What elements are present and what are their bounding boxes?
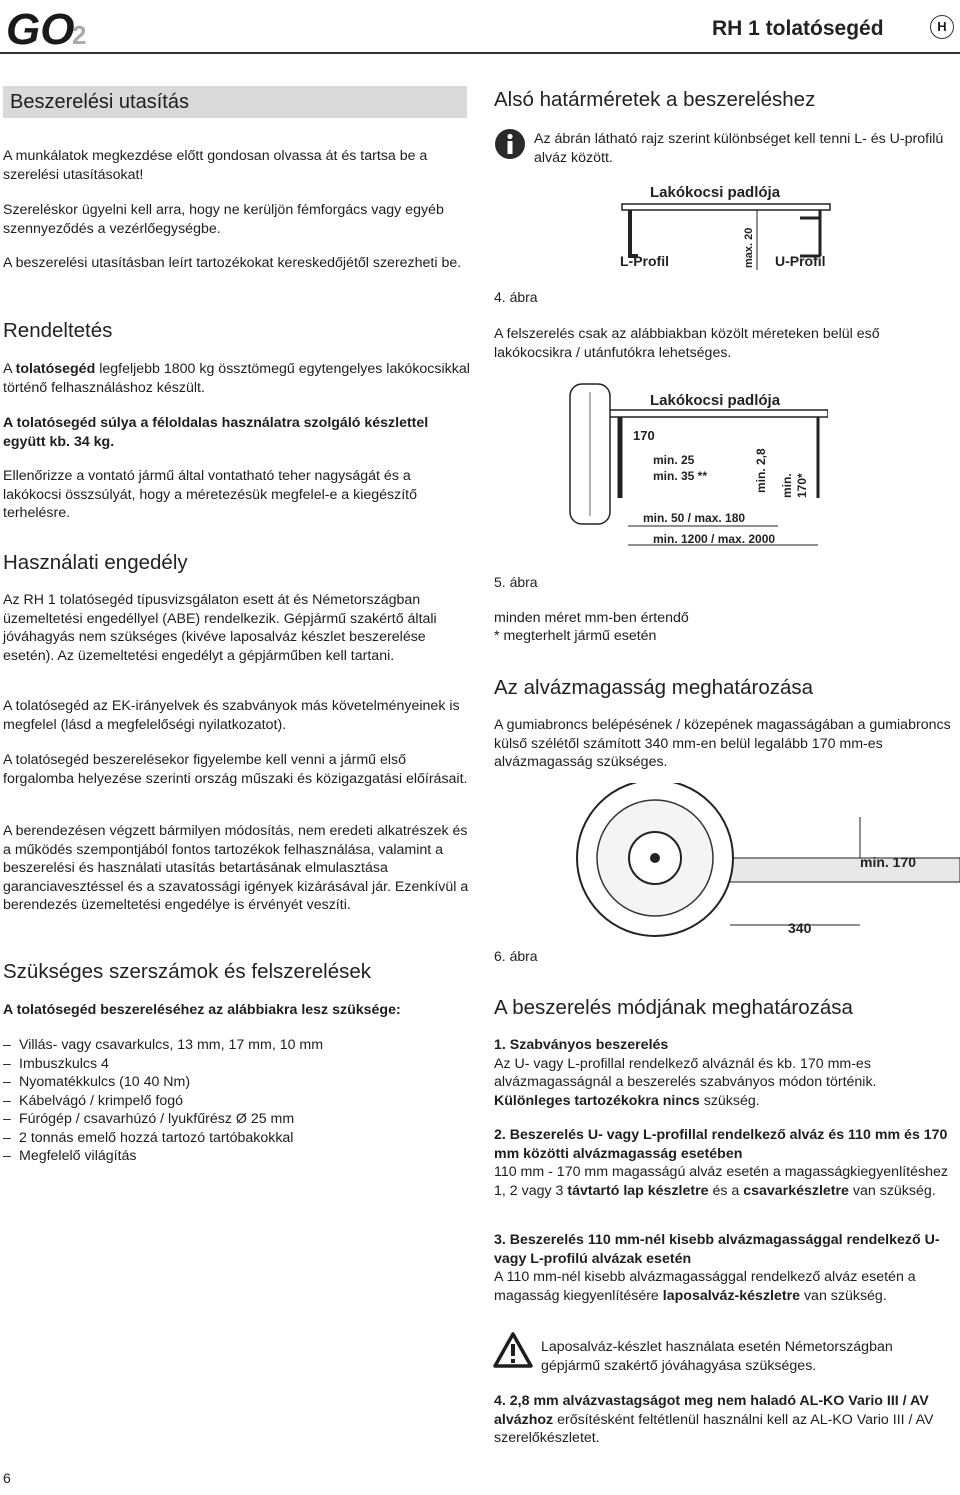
method-3: 3. Beszerelés 110 mm-nél kisebb alvázmagassággal rendelkező U- vagy L-profilú alvázak esetén A 110 mm-nél kisebb alvázmagassággal rendelkező alváz esetén a magasság kiegyenlítésére laposalváz-készletre van szükség.: [494, 1232, 940, 1304]
fig4-floor-label: Lakókocsi padlója: [650, 184, 781, 201]
info-icon: [494, 128, 526, 160]
method-4: 4. 2,8 mm alvázvastagságot meg nem haladó AL-KO Vario III / AV alvázhoz erősítésként feltétlenül használni kell az AL-KO Vario III / AV szerelőkészletet.: [494, 1393, 934, 1446]
purpose-p1: A tolatósegéd legfeljebb 1800 kg össztömegű egytengelyes lakókocsikkal történő felhasználáshoz készült.: [3, 361, 470, 396]
fig5-min170-b: 170*: [795, 473, 809, 498]
fig5-min170-a: min.: [780, 473, 794, 498]
height-p: A gumiabroncs belépésének / közepének magasságában a gumiabroncs külső szélétől számított 340 mm-en belül legalább 170 mm-es alvázmagasság szükséges.: [494, 717, 951, 770]
permit-p1: Az RH 1 tolatósegéd típusvizsgálaton esett át és Németországban üzemeltetési engedéllyel (ABE) rendelkezik. Gépjármű szakértő általi jóváhagyás nem szükséges (kivéve laposalváz készlet beszerelése esetén). Az üzemeltetési engedélyt a gépjárműben kell tartani.: [3, 592, 437, 664]
fig5-d170: 170: [633, 428, 655, 443]
fig5-caption: 5. ábra: [494, 574, 538, 590]
permit-p4: A berendezésen végzett bármilyen módosítás, nem eredeti alkatrészek és a működés szempontjából fontos tartozékok felhasználása, valamint a beszerelési és használati utasítás betartásának elmulasztása garanciavesztéssel és a szavatossági igények kizárásával jár. Ezenkívül a berendezés üzemeltetési engedélye is érvényét veszíti.: [3, 823, 469, 913]
list-item: – Imbuszkulcs 4: [3, 1055, 473, 1074]
list-item: – 2 tonnás emelő hozzá tartozó tartóbakokkal: [3, 1129, 473, 1148]
method-title: A beszerelés módjának meghatározása: [494, 996, 853, 1019]
figure-5-dimensions: [548, 378, 828, 550]
purpose-p2: A tolatósegéd súlya a féloldalas használatra szolgáló készlettel együtt kb. 34 kg.: [3, 415, 429, 450]
limits-title: Alsó határméretek a beszereléshez: [494, 88, 816, 111]
header-rule: [0, 52, 960, 54]
fig4-max20: max. 20: [743, 227, 755, 268]
tools-title: Szükséges szerszámok és felszerelések: [3, 960, 372, 983]
info-text: Az ábrán látható rajz szerint különbséget kell tenni L- és U-profilú alváz között.: [534, 131, 944, 166]
fig5-min35: min. 35 **: [653, 469, 708, 483]
logo-main: GO: [6, 6, 75, 48]
purpose-title: Rendeltetés: [3, 319, 113, 342]
limits-p: A felszerelés csak az alábbiakban közölt méreteken belül eső lakókocsikra / utánfutókra lehetséges.: [494, 326, 880, 361]
tools-intro: A tolatósegéd beszereléséhez az alábbiakra lesz szüksége:: [3, 1002, 401, 1018]
fig6-caption: 6. ábra: [494, 948, 538, 964]
note-2: * megterhelt jármű esetén: [494, 628, 657, 644]
fig6-d340: 340: [788, 920, 812, 936]
fig4-caption: 4. ábra: [494, 289, 538, 305]
language-badge: H: [930, 15, 954, 39]
method-2: 2. Beszerelés U- vagy L-profillal rendelkező alváz és 110 mm és 170 mm közötti alvázmagasság esetében 110 mm - 170 mm magasságú alváz esetén a magasságkiegyenlítéshez 1, 2 vagy 3 távtartó lap készletre és a csavarkészletre van szükség.: [494, 1127, 948, 1199]
fig4-u-label: U-Profil: [775, 253, 826, 269]
height-title: Az alvázmagasság meghatározása: [494, 676, 814, 699]
fig4-l-profile: [630, 210, 638, 256]
go2-logo: [6, 6, 106, 48]
install-section-bar: [3, 86, 467, 118]
fig5-floor-label: Lakókocsi padlója: [650, 392, 781, 409]
install-title: Beszerelési utasítás: [3, 86, 467, 118]
list-item: – Nyomatékkulcs (10 40 Nm): [3, 1073, 473, 1092]
method-1: 1. Szabványos beszerelés Az U- vagy L-profillal rendelkező alváznál és kb. 170 mm-es alvázmagasságnál a beszerelés szabványos módon történik. Különleges tartozékokra nincs szükség.: [494, 1037, 877, 1109]
fig4-floor: [622, 204, 830, 210]
permit-title: Használati engedély: [3, 551, 188, 574]
fig5-min1200: min. 1200 / max. 2000: [653, 532, 776, 546]
note-1: minden méret mm-ben értendő: [494, 610, 689, 626]
fig4-u-profile: [800, 210, 820, 256]
fig6-min170: min. 170: [860, 854, 917, 870]
install-p3: A beszerelési utasításban leírt tartozékokat kereskedőjétől szerezheti be.: [3, 255, 462, 271]
list-item: – Fúrógép / csavarhúzó / lyukfűrész Ø 25 mm: [3, 1110, 473, 1129]
install-p1: A munkálatok megkezdése előtt gondosan olvassa át és tartsa be a szerelési utasításokat!: [3, 148, 428, 183]
permit-p2: A tolatósegéd az EK-irányelvek és szabványok más követelményeinek is megfelel (lásd a megfelelőségi nyilatkozatot).: [3, 698, 460, 733]
figure-6-wheel: [560, 783, 960, 943]
permit-p3: A tolatósegéd beszerelésekor figyelembe kell venni a jármű első forgalomba helyezése szerinti ország műszaki és közigazgatási előírásait.: [3, 752, 468, 787]
page-number: 6: [3, 1470, 11, 1486]
fig5-min50: min. 50 / max. 180: [643, 511, 746, 525]
fig5-floor: [578, 410, 828, 417]
fig5-min28: min. 2,8: [754, 448, 768, 493]
list-item: – Megfelelő világítás: [3, 1147, 473, 1166]
purpose-p3: Ellenőrizze a vontató jármű által vontatható teher nagyságát és a lakókocsi összsúlyát, hogy a méretezésük megfelel-e a kiegészítő terhelésre.: [3, 468, 418, 521]
warning-icon: [493, 1332, 533, 1368]
page-title: RH 1 tolatósegéd: [712, 17, 884, 40]
tools-list: [3, 1036, 473, 1166]
warning-text: Laposalváz-készlet használata esetén Németországban gépjármű szakértő jóváhagyása szükséges.: [541, 1339, 893, 1374]
list-item: – Villás- vagy csavarkulcs, 13 mm, 17 mm, 10 mm: [3, 1036, 473, 1055]
fig5-min25: min. 25: [653, 453, 695, 467]
logo-sub: 2: [72, 20, 87, 48]
install-p2: Szereléskor ügyelni kell arra, hogy ne kerüljön fémforgács vagy egyéb szennyeződés a vezérlőegységbe.: [3, 202, 444, 237]
fig4-l-label: L-Profil: [620, 253, 669, 269]
list-item: – Kábelvágó / krimpelő fogó: [3, 1092, 473, 1111]
figure-4-profiles: [600, 180, 840, 275]
